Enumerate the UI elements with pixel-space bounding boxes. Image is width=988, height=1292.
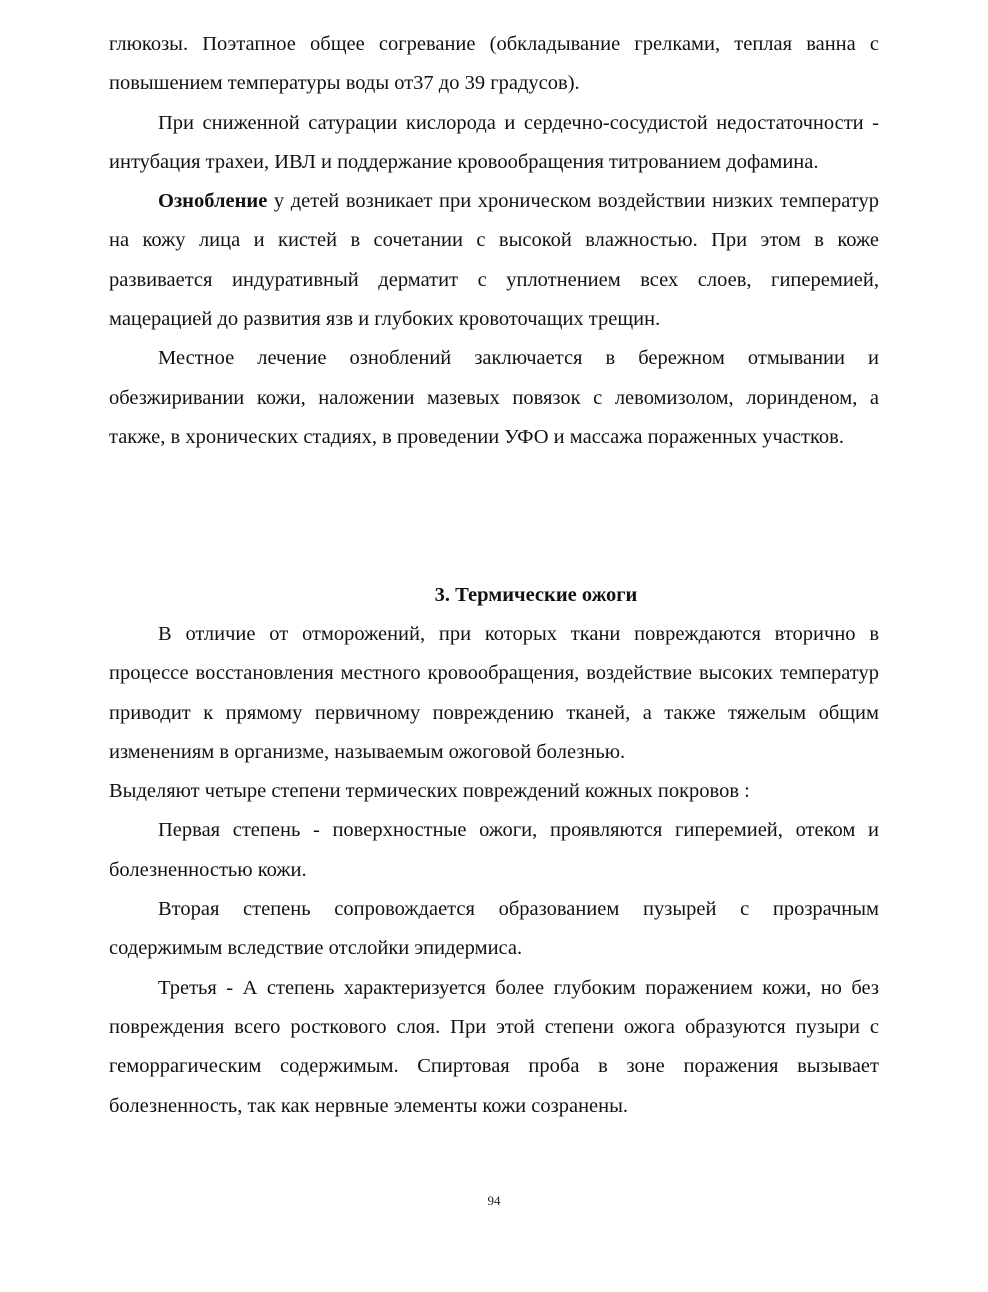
text-section-bottom [109,615,879,1126]
section-heading: 3. Термические ожоги [434,584,638,606]
page-number: 94 [487,1193,501,1208]
paragraph-four-degrees: Выделяют четыре степени термических повреждений кожных покровов : [109,780,750,803]
text-section-top [109,25,879,457]
paragraph-chilblains [109,182,879,339]
paragraph-second-degree: Вторая степень сопровождается образованием пузырей с прозрачным содержимым вследствие отслойки эпидермиса. [109,898,879,960]
paragraph-burns-intro: В отличие от отморожений, при которых ткани повреждаются вторично в процессе восстановления местного кровообращения, воздействие высоких температур приводит к прямому первичному повреждению тканей, а также тяжелым общим изменениям в организме, называемым ожоговой болезнью. [109,623,879,763]
paragraph-first-degree: Первая степень - поверхностные ожоги, проявляются гиперемией, отеком и болезненностью кожи. [109,819,879,881]
term-chilblains: Ознобление [158,190,268,213]
paragraph-intubation: При сниженной сатурации кислорода и сердечно-сосудистой недостаточности - интубация трахеи, ИВЛ и поддержание кровообращения титрованием дофамина. [109,111,879,173]
paragraph-third-a-degree: Третья - А степень характеризуется более глубоким поражением кожи, но без повреждения всего росткового слоя. При этой степени ожога образуются пузыри с геморрагическим содержимым. Спиртовая проба в зоне поражения вызывает болезненность, так как нервные элементы кожи созранены. [109,976,879,1117]
paragraph-glucose-warming: глюкозы. Поэтапное общее согревание (обкладывание грелками, теплая ванна с повышением температуры воды от37 до 39 градусов). [109,33,879,95]
paragraph-local-treatment: Местное лечение озноблений заключается в бережном отмывании и обезжиривании кожи, наложении мазевых повязок с левомизолом, лоринденом, а также, в хронических стадиях, в проведении УФО и массажа пораженных участков. [109,347,879,448]
paragraph-chilblains-text: у детей возникает при хроническом воздействии низких температур на кожу лица и кистей в сочетании с высокой влажностью. При этом в коже развивается индуративный дерматит с уплотнением всех слоев, гиперемией, мацерацией до развития язв и глубоких кровоточащих трещин. [109,190,879,331]
